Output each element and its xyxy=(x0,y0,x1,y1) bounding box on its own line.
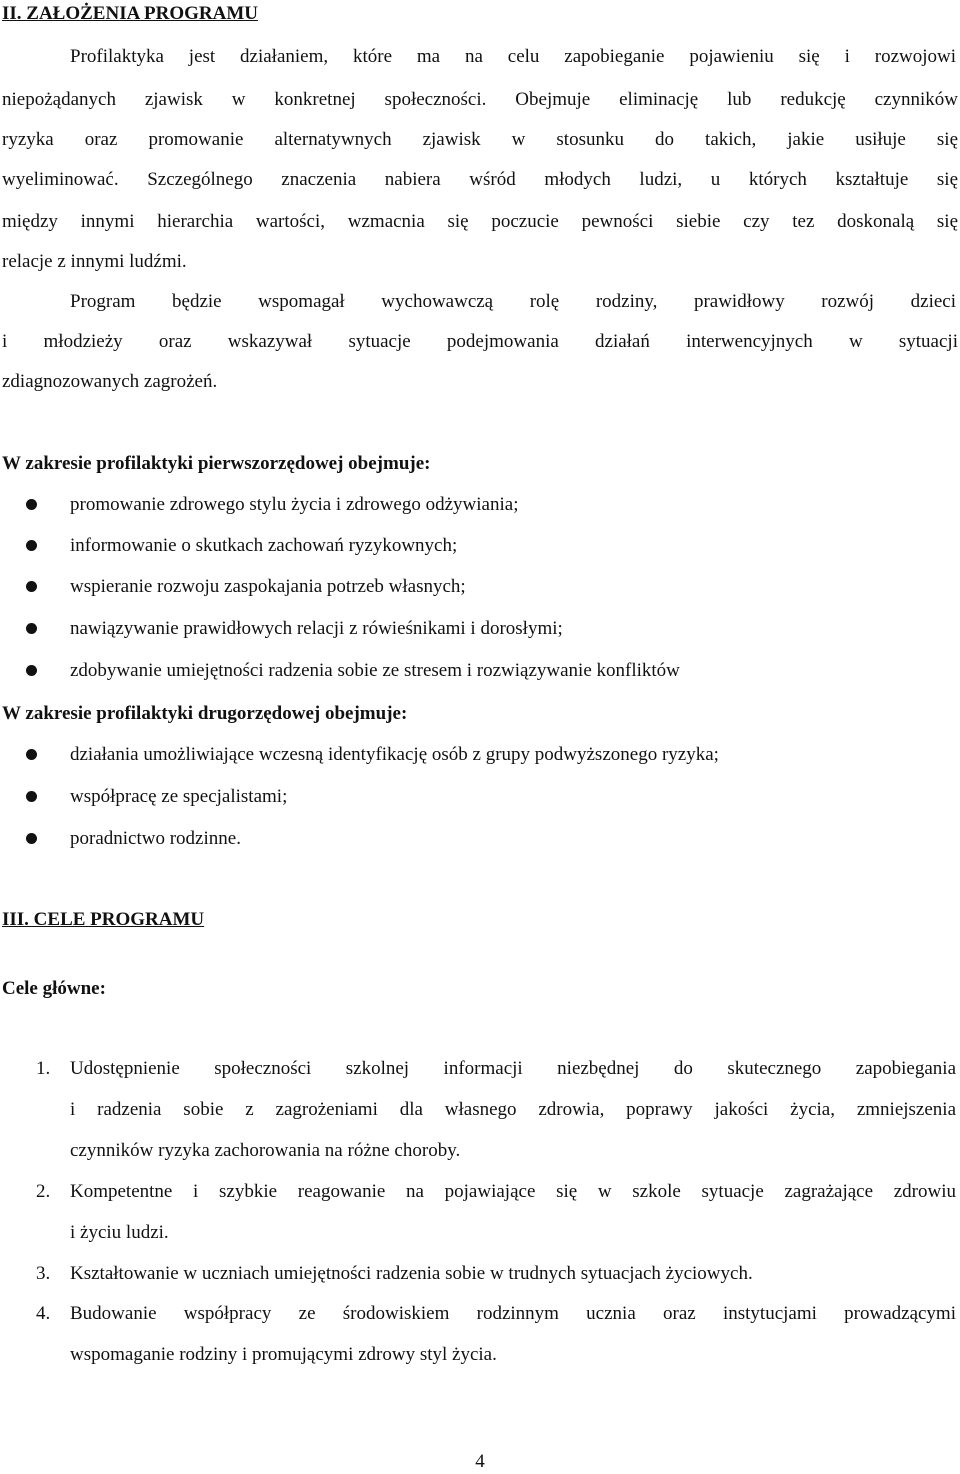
paragraph-line: relacje z innymi ludźmi. xyxy=(2,251,187,272)
paragraph-line: zdiagnozowanych zagrożeń. xyxy=(2,371,218,392)
goal-text-line: i życiu ludzi. xyxy=(70,1222,169,1243)
list-item: poradnictwo rodzinne. xyxy=(70,828,241,849)
paragraph-line: niepożądanych zjawisk w konkretnej społeczności. Obejmuje eliminację lub redukcję czynników xyxy=(2,89,958,110)
goal-number: 3. xyxy=(36,1263,51,1284)
paragraph-line: Program będzie wspomagał wychowawczą rolę rodziny, prawidłowy rozwój dzieci xyxy=(70,291,956,312)
bullet-icon xyxy=(26,623,37,634)
paragraph-line: i młodzieży oraz wskazywał sytuacje podejmowania działań interwencyjnych w sytuacji xyxy=(2,331,958,352)
secondary-prevention-heading: W zakresie profilaktyki drugorzędowej obejmuje: xyxy=(2,703,408,724)
goal-text-line: Kształtowanie w uczniach umiejętności radzenia sobie w trudnych sytuacjach życiowych. xyxy=(70,1263,753,1284)
bullet-icon xyxy=(26,665,37,676)
goal-text-line: Kompetentne i szybkie reagowanie na pojawiające się w szkole sytuacje zagrażające zdrowiu xyxy=(70,1181,956,1202)
goal-text-line: i radzenia sobie z zagrożeniami dla własnego zdrowia, poprawy jakości życia, zmniejszenia xyxy=(70,1099,956,1120)
list-item: nawiązywanie prawidłowych relacji z rówieśnikami i dorosłymi; xyxy=(70,618,563,639)
list-item: działania umożliwiające wczesną identyfikację osób z grupy podwyższonego ryzyka; xyxy=(70,744,719,765)
list-item: promowanie zdrowego stylu życia i zdrowego odżywiania; xyxy=(70,494,519,515)
section-heading-zalozenia: II. ZAŁOŻENIA PROGRAMU xyxy=(2,3,258,24)
goal-text-line: Udostępnienie społeczności szkolnej informacji niezbędnej do skutecznego zapobiegania xyxy=(70,1058,956,1079)
paragraph-line: wyeliminować. Szczególnego znaczenia nabiera wśród młodych ludzi, u których kształtuje się xyxy=(2,169,958,190)
paragraph-line: między innymi hierarchia wartości, wzmacnia się poczucie pewności siebie czy tez doskonalą się xyxy=(2,211,958,232)
list-item: współpracę ze specjalistami; xyxy=(70,786,288,807)
bullet-icon xyxy=(26,499,37,510)
bullet-icon xyxy=(26,791,37,802)
goal-number: 4. xyxy=(36,1303,51,1324)
list-item: wspieranie rozwoju zaspokajania potrzeb własnych; xyxy=(70,576,466,597)
bullet-icon xyxy=(26,833,37,844)
goal-number: 2. xyxy=(36,1181,51,1202)
list-item: zdobywanie umiejętności radzenia sobie ze stresem i rozwiązywanie konfliktów xyxy=(70,660,680,681)
goal-text-line: Budowanie współpracy ze środowiskiem rodzinnym ucznia oraz instytucjami prowadzącymi xyxy=(70,1303,956,1324)
goal-number: 1. xyxy=(36,1058,51,1079)
section-heading-cele: III. CELE PROGRAMU xyxy=(2,909,205,930)
page-number: 4 xyxy=(475,1451,485,1472)
primary-prevention-heading: W zakresie profilaktyki pierwszorzędowej obejmuje: xyxy=(2,453,431,474)
main-goals-heading: Cele główne: xyxy=(2,978,106,999)
bullet-icon xyxy=(26,581,37,592)
bullet-icon xyxy=(26,749,37,760)
paragraph-line: Profilaktyka jest działaniem, które ma na celu zapobieganie pojawieniu się i rozwojowi xyxy=(70,46,956,67)
list-item: informowanie o skutkach zachowań ryzykownych; xyxy=(70,535,458,556)
paragraph-line: ryzyka oraz promowanie alternatywnych zjawisk w stosunku do takich, jakie usiłuje się xyxy=(2,129,958,150)
goal-text-line: wspomaganie rodziny i promującymi zdrowy styl życia. xyxy=(70,1344,497,1365)
goal-text-line: czynników ryzyka zachorowania na różne choroby. xyxy=(70,1140,461,1161)
bullet-icon xyxy=(26,540,37,551)
